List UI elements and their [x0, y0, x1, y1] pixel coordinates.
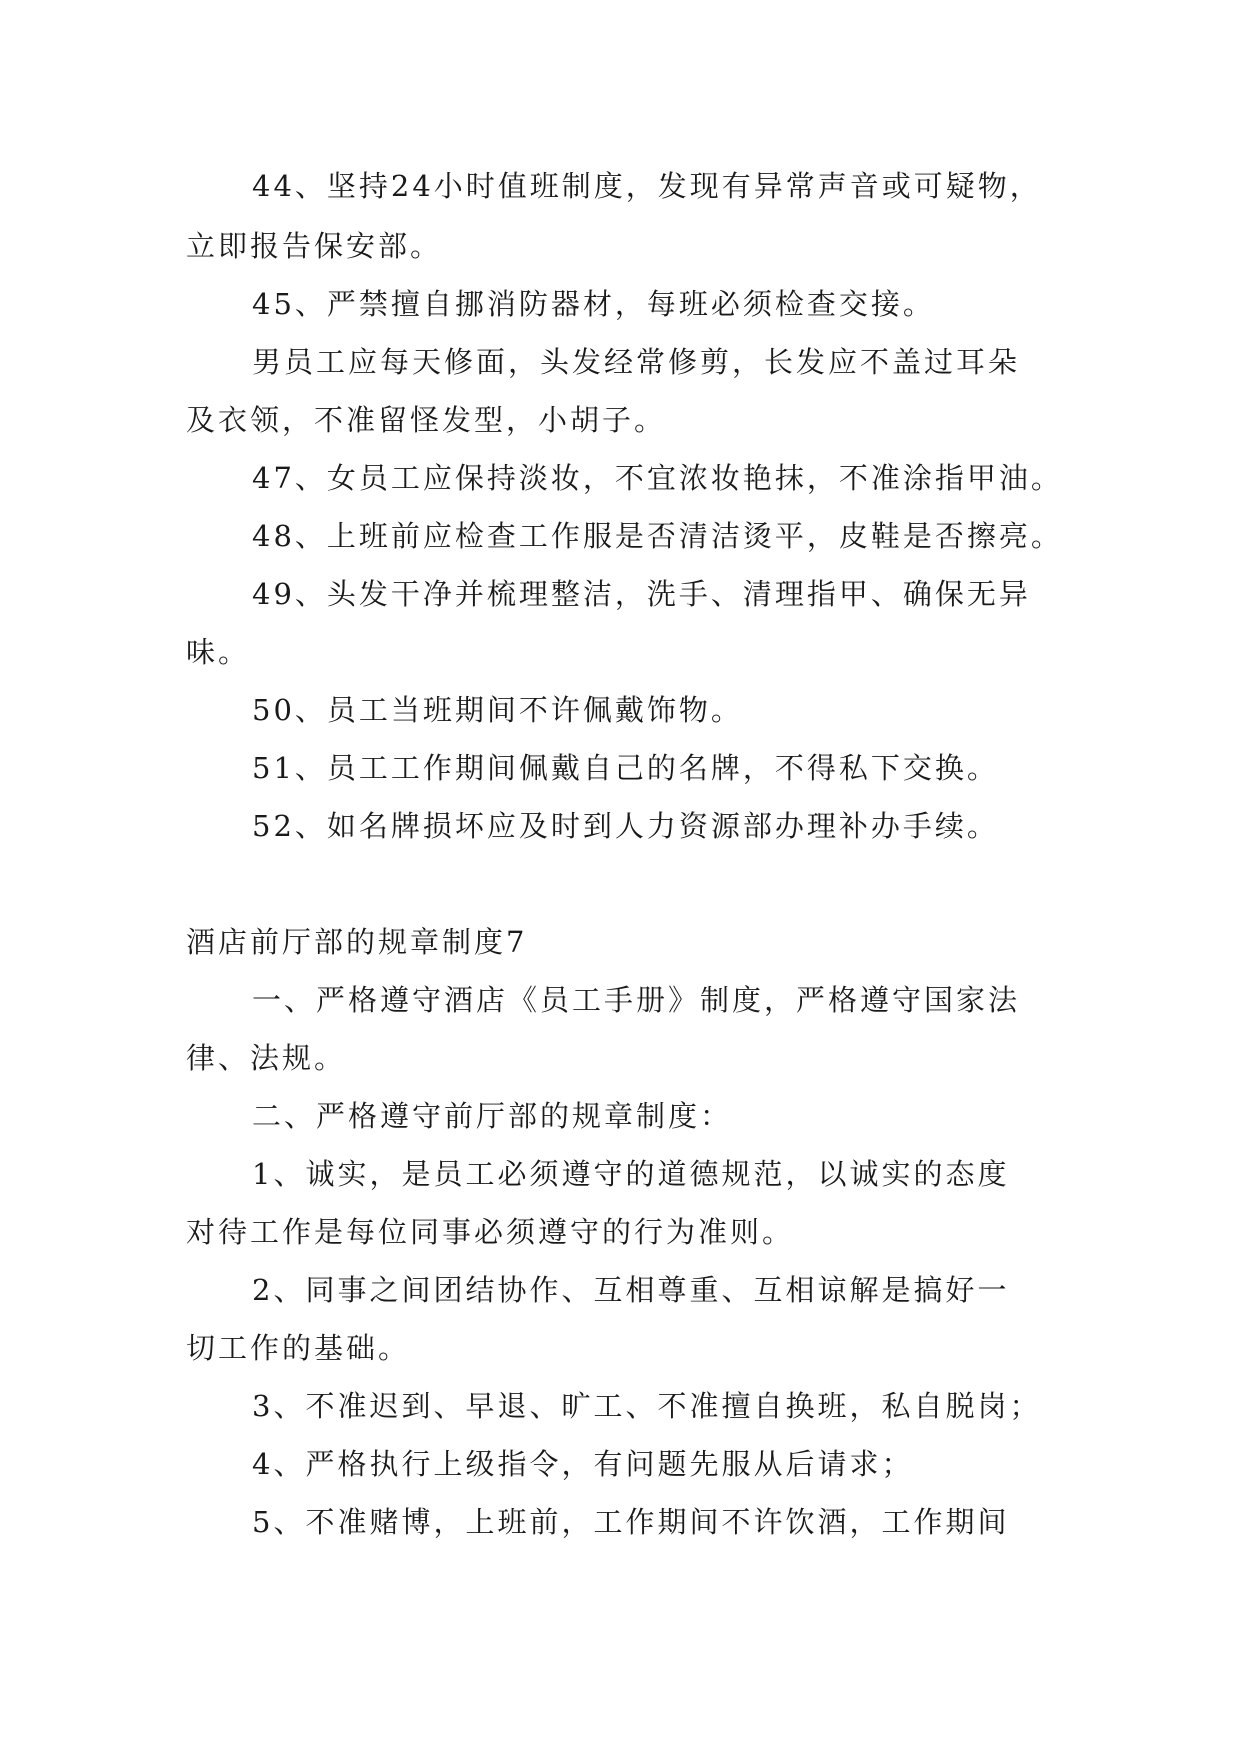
paragraph-47: 47、女员工应保持淡妆，不宜浓妆艳抹，不准涂指甲油。	[252, 461, 1063, 495]
paragraph-48: 48、上班前应检查工作服是否清洁烫平，皮鞋是否擦亮。	[252, 519, 1063, 553]
paragraph-45: 45、严禁擅自挪消防器材，每班必须检查交接。	[252, 287, 935, 321]
rule-one-line-2: 律、法规。	[186, 1041, 347, 1075]
item-4: 4、严格执行上级指令，有问题先服从后请求；	[252, 1447, 914, 1481]
rule-one-line-1: 一、严格遵守酒店《员工手册》制度，严格遵守国家法	[252, 983, 1021, 1017]
item-2-line-1: 2、同事之间团结协作、互相尊重、互相谅解是搞好一	[252, 1273, 1010, 1307]
paragraph-46-line-2: 及衣领，不准留怪发型，小胡子。	[186, 403, 667, 437]
paragraph-46-line-1: 男员工应每天修面，头发经常修剪，长发应不盖过耳朵	[252, 345, 1021, 379]
item-1-line-1: 1、诚实，是员工必须遵守的道德规范，以诚实的态度	[252, 1157, 1010, 1191]
paragraph-49-line-2: 味。	[186, 635, 251, 669]
item-3: 3、不准迟到、早退、旷工、不准擅自换班，私自脱岗；	[252, 1389, 1042, 1423]
paragraph-52: 52、如名牌损坏应及时到人力资源部办理补办手续。	[252, 809, 999, 843]
paragraph-49-line-1: 49、头发干净并梳理整洁，洗手、清理指甲、确保无异	[252, 577, 1031, 611]
section-heading: 酒店前厅部的规章制度7	[186, 925, 528, 959]
paragraph-44-line-1: 44、坚持24小时值班制度，发现有异常声音或可疑物，	[252, 169, 1042, 203]
item-2-line-2: 切工作的基础。	[186, 1331, 411, 1365]
rule-two: 二、严格遵守前厅部的规章制度：	[252, 1099, 733, 1133]
paragraph-44-line-2: 立即报告保安部。	[186, 229, 443, 263]
item-5-line-1: 5、不准赌博，上班前，工作期间不许饮酒，工作期间	[252, 1505, 1010, 1539]
item-1-line-2: 对待工作是每位同事必须遵守的行为准则。	[186, 1215, 795, 1249]
paragraph-51: 51、员工工作期间佩戴自己的名牌，不得私下交换。	[252, 751, 999, 785]
paragraph-50: 50、员工当班期间不许佩戴饰物。	[252, 693, 743, 727]
